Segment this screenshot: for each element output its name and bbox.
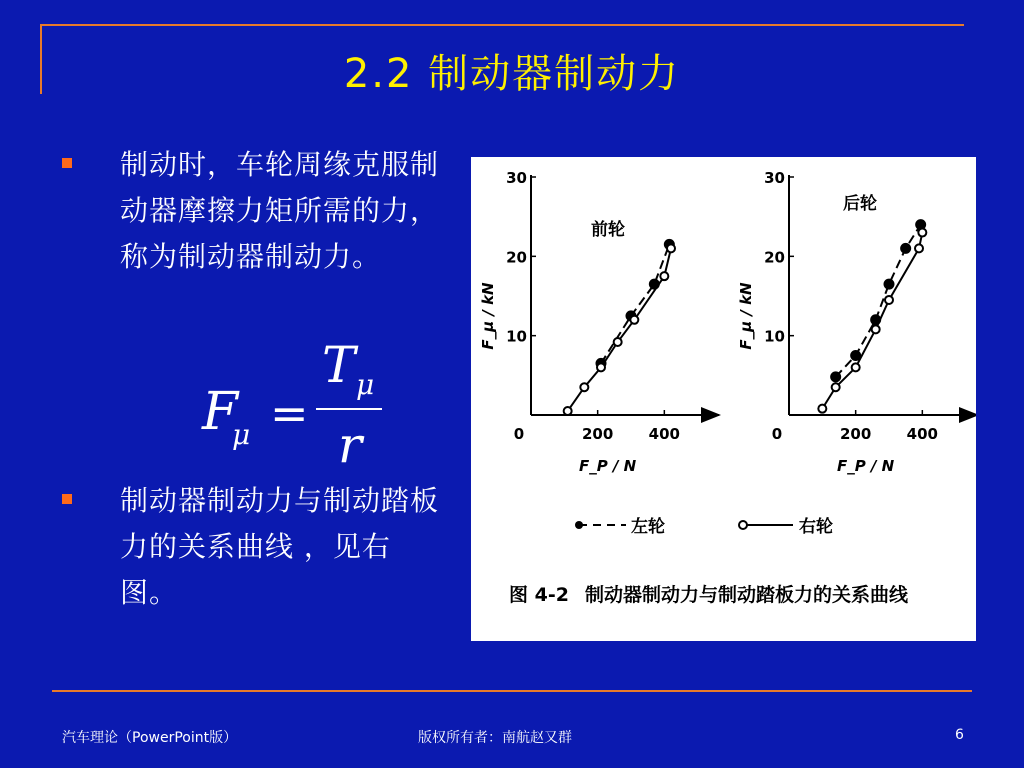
x-tick-label-rear: 200 — [840, 425, 872, 443]
footer-copyright: 版权所有者：南航赵又群 — [418, 730, 572, 746]
data-point-front-right-wheel — [564, 407, 572, 415]
origin-label-rear: 0 — [771, 425, 783, 443]
data-point-front-right-wheel — [630, 316, 638, 324]
data-point-rear-left-wheel — [901, 244, 910, 253]
data-point-front-right-wheel — [614, 338, 622, 346]
panel-title-rear: 后轮 — [843, 194, 877, 214]
data-point-rear-left-wheel — [851, 351, 860, 360]
data-point-rear-right-wheel — [872, 325, 880, 333]
data-point-rear-left-wheel — [916, 220, 925, 229]
legend-marker-right-wheel — [739, 521, 747, 529]
x-tick-label-front: 200 — [582, 425, 614, 443]
y-axis-label-front: F_μ / kN — [479, 282, 497, 350]
figure-caption-number: 图 4-2 — [509, 584, 569, 606]
bullet-square-icon — [62, 494, 72, 504]
data-point-rear-left-wheel — [831, 372, 840, 381]
data-point-front-right-wheel — [580, 383, 588, 391]
data-point-rear-right-wheel — [918, 229, 926, 237]
figure-caption: 制动器制动力与制动踏板力的关系曲线 — [585, 584, 909, 606]
data-point-rear-right-wheel — [885, 296, 893, 304]
data-point-front-right-wheel — [597, 363, 605, 371]
formula-numerator: T — [322, 336, 356, 394]
data-point-front-right-wheel — [660, 272, 668, 280]
bullet-item — [62, 478, 442, 616]
y-axis-label-rear: F_μ / kN — [737, 282, 755, 350]
bullet-text: 制动器制动力与制动踏板力的关系曲线 ，见右图。 — [120, 484, 440, 609]
formula-denominator: r — [338, 416, 362, 474]
y-tick-label-front: 30 — [506, 169, 527, 187]
bullet-square-icon — [62, 158, 72, 168]
x-tick-label-rear: 400 — [906, 425, 938, 443]
legend — [575, 516, 833, 537]
formula-numerator-subscript: μ — [356, 368, 375, 401]
data-point-rear-right-wheel — [852, 363, 860, 371]
origin-label-front: 0 — [513, 425, 525, 443]
footer-course-title: 汽车理论（PowerPoint版） — [62, 730, 238, 746]
x-axis-label-front: F_P / N — [579, 457, 637, 475]
legend-label-left-wheel: 左轮 — [631, 517, 665, 537]
data-point-rear-left-wheel — [885, 280, 894, 289]
y-tick-label-front: 20 — [506, 248, 527, 267]
bullet-item — [62, 142, 442, 280]
y-tick-label-rear: 10 — [764, 327, 785, 346]
bottom-accent-line — [52, 690, 972, 692]
slide-title: 2.2 制动器制动力 — [343, 51, 681, 97]
fraction-bar — [316, 408, 382, 410]
y-tick-label-rear: 20 — [764, 248, 785, 267]
series-line-front-left-wheel — [601, 244, 669, 363]
figure-panel — [471, 157, 976, 641]
data-point-rear-right-wheel — [915, 244, 923, 252]
top-accent-line — [40, 24, 964, 26]
y-tick-label-front: 10 — [506, 327, 527, 346]
y-tick-label-rear: 30 — [764, 169, 785, 187]
data-point-front-right-wheel — [667, 244, 675, 252]
formula-lhs-subscript: μ — [232, 418, 251, 451]
braking-force-chart — [471, 157, 976, 641]
braking-force-formula — [196, 336, 396, 480]
legend-label-right-wheel: 右轮 — [799, 517, 833, 537]
data-point-rear-right-wheel — [832, 383, 840, 391]
x-tick-label-front: 400 — [648, 425, 680, 443]
panel-title-front: 前轮 — [591, 220, 625, 240]
x-axis-label-rear: F_P / N — [837, 457, 895, 475]
bullet-text: 制动时，车轮周缘克服制动器摩擦力矩所需的力，称为制动器制动力。 — [120, 148, 440, 273]
footer-page-number: 6 — [955, 727, 964, 743]
legend-marker-left-wheel — [575, 521, 583, 529]
formula-lhs: F — [202, 382, 239, 442]
data-point-rear-right-wheel — [818, 405, 826, 413]
formula-equals: = — [270, 386, 309, 440]
